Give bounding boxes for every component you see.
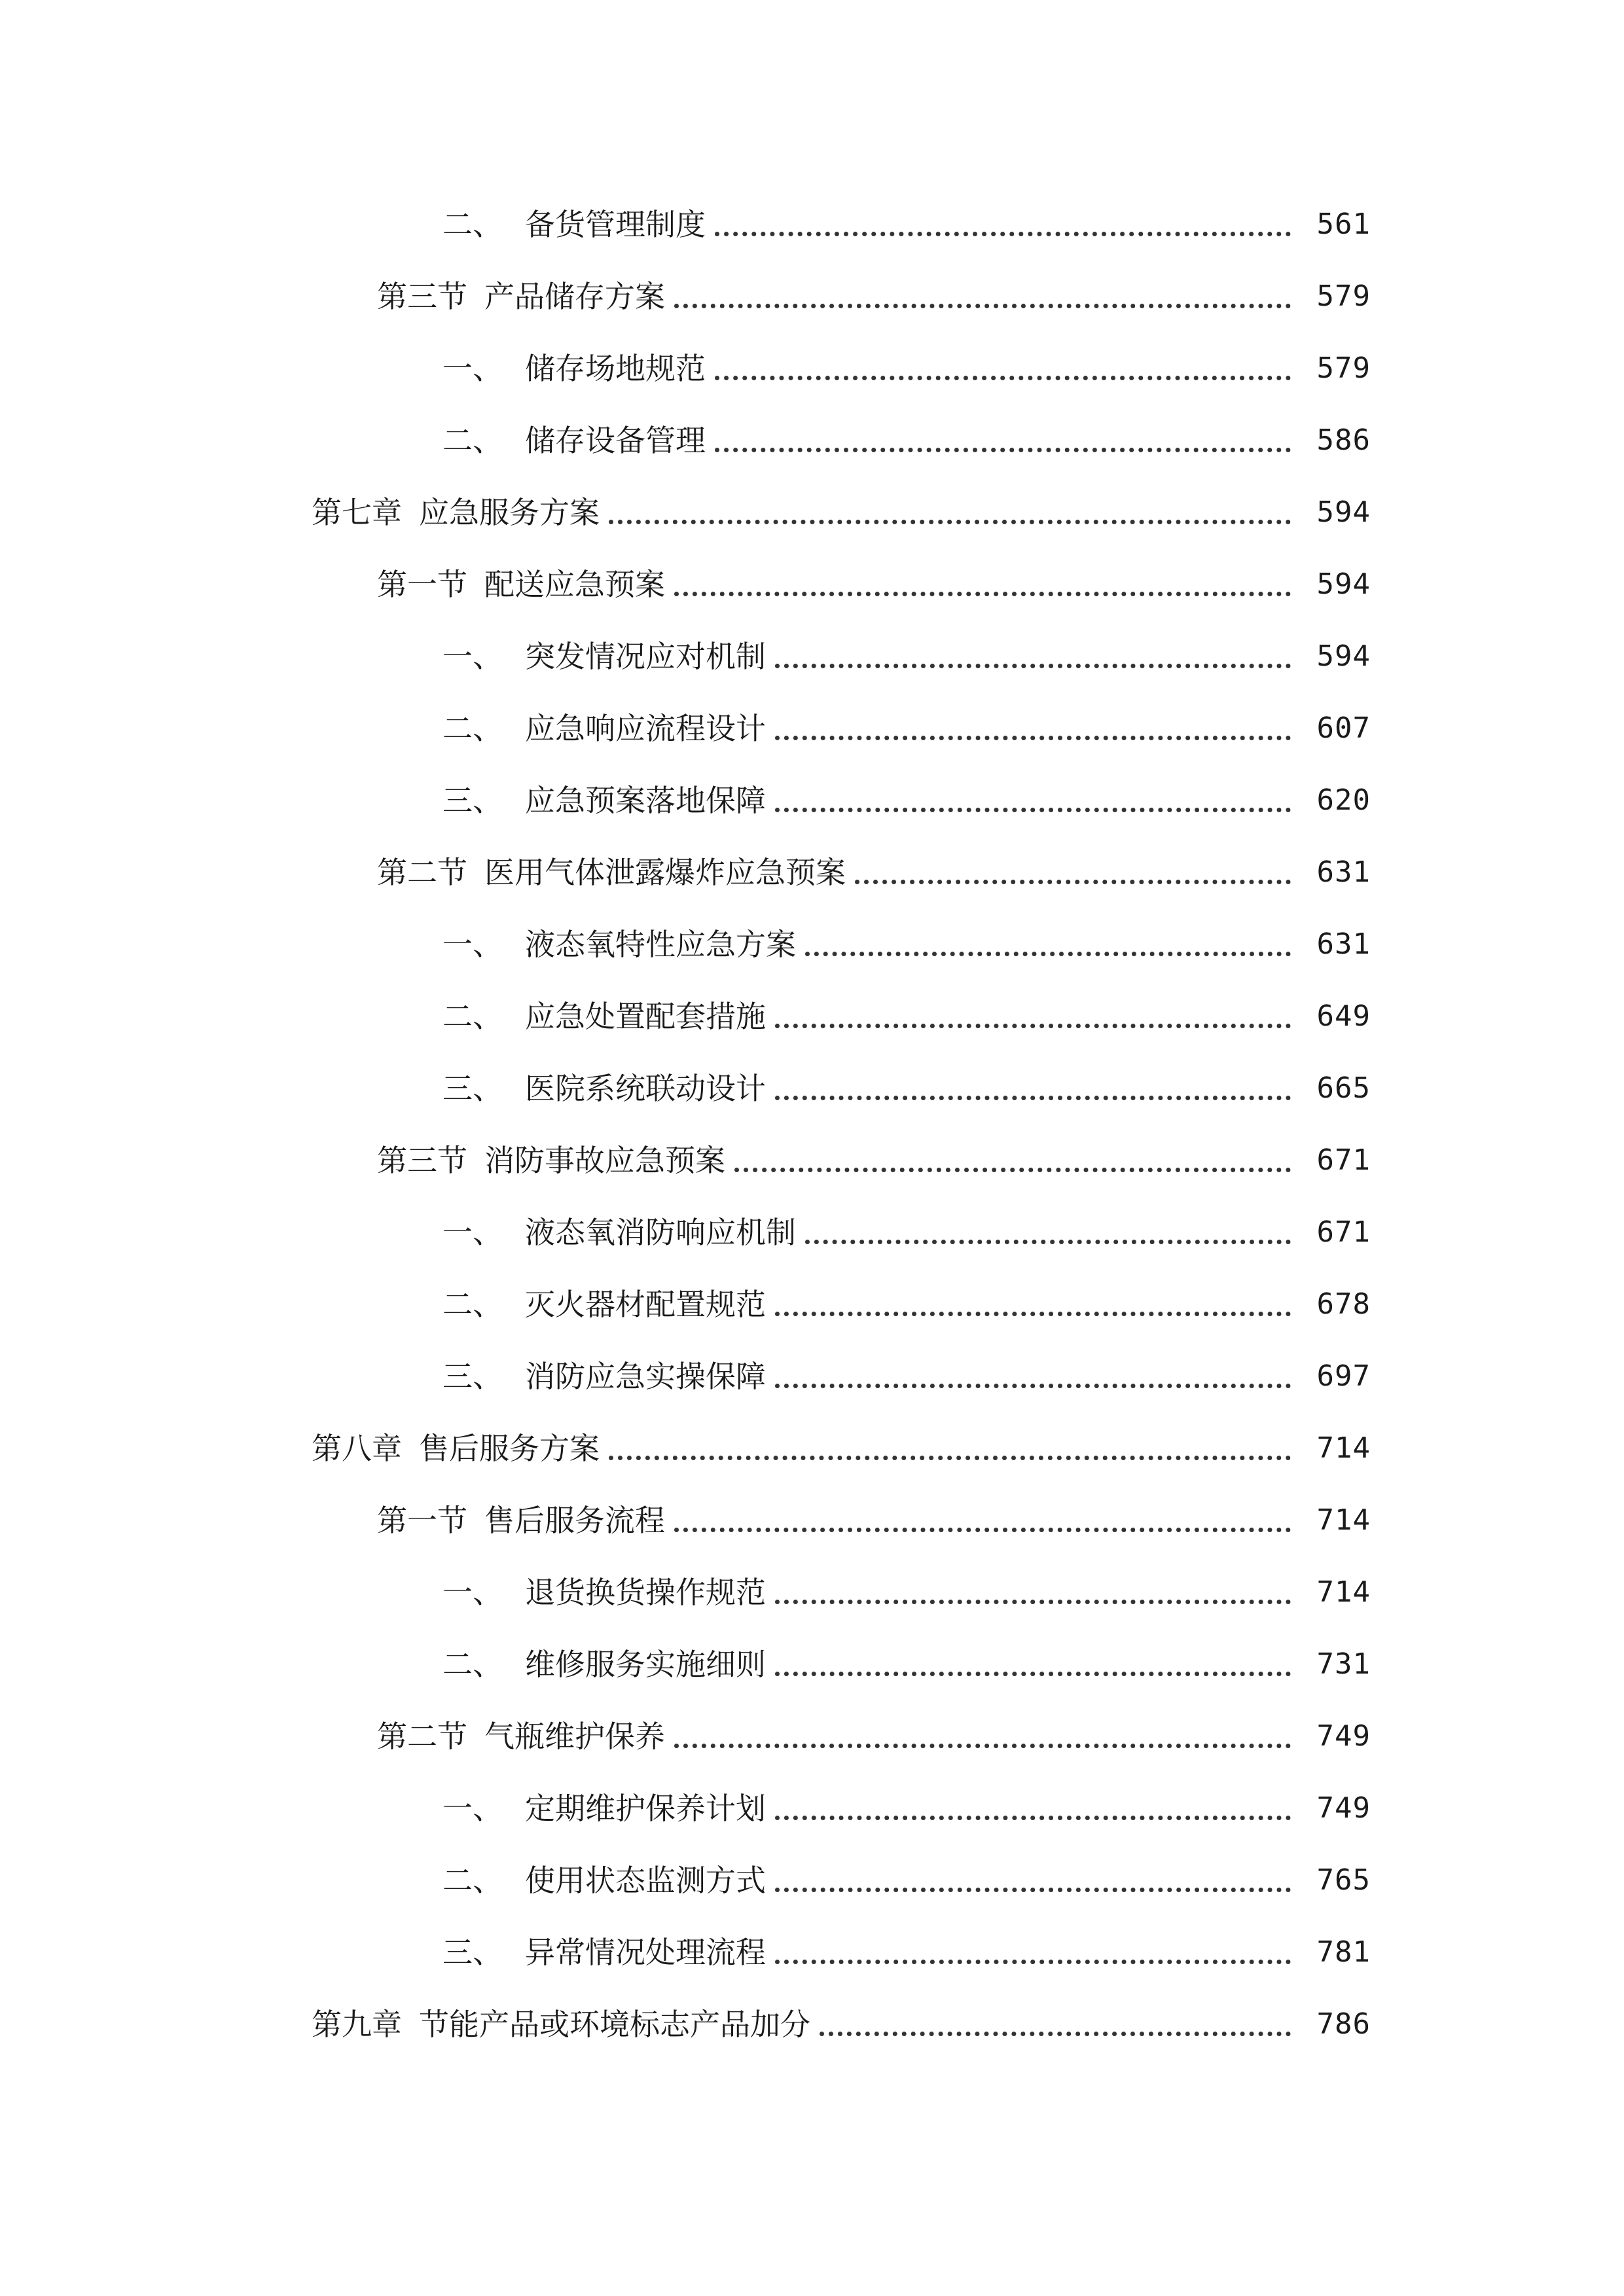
toc-entry-title: 配送应急预案 (484, 567, 665, 602)
toc-entry-title: 节能产品或环境标志产品加分 (419, 2007, 810, 2042)
toc-entry[interactable] (0, 764, 1624, 836)
toc-entry[interactable] (0, 476, 1624, 548)
toc-entry[interactable] (0, 980, 1624, 1052)
toc-entry[interactable] (0, 1772, 1624, 1844)
toc-entry-heading (442, 209, 706, 240)
toc-entry-title: 维修服务实施细则 (525, 1647, 766, 1682)
toc-entry-title: 消防应急实操保障 (525, 1359, 766, 1394)
toc-entry-number: 一、 (442, 639, 503, 674)
toc-entry-heading (442, 1647, 766, 1682)
toc-entry[interactable] (0, 1844, 1624, 1916)
toc-entry[interactable] (0, 1988, 1624, 2060)
toc-entry-page-number: 620 (1316, 783, 1371, 817)
toc-entry[interactable] (0, 1340, 1624, 1412)
toc-entry-heading (442, 641, 766, 672)
toc-entry-heading (442, 1791, 766, 1826)
toc-entry-page-number: 579 (1316, 351, 1371, 385)
toc-entry-number: 一、 (442, 351, 503, 386)
toc-entry-number: 第八章 (312, 1431, 402, 1466)
dot-leader (775, 1960, 1291, 1964)
toc-entry-page-number: 731 (1316, 1647, 1371, 1681)
toc-entry-number: 二、 (442, 1647, 503, 1682)
toc-entry-title: 液态氧消防响应机制 (525, 1215, 796, 1250)
toc-entry-number: 第三节 (377, 1143, 467, 1178)
toc-entry-page-number: 714 (1316, 1431, 1371, 1465)
toc-entry-title: 液态氧特性应急方案 (525, 927, 796, 962)
toc-entry-page-number: 594 (1316, 639, 1371, 673)
toc-entry-heading (442, 1863, 766, 1898)
toc-entry-page-number: 714 (1316, 1575, 1371, 1609)
toc-entry-page-number: 607 (1316, 711, 1371, 745)
toc-entry-number: 一、 (442, 927, 503, 962)
toc-entry-title: 售后服务流程 (484, 1503, 665, 1538)
dot-leader (674, 1744, 1291, 1748)
toc-entry[interactable] (0, 332, 1624, 404)
toc-entry-number: 三、 (442, 1359, 503, 1394)
toc-entry-page-number: 678 (1316, 1287, 1371, 1321)
toc-entry[interactable] (0, 1916, 1624, 1988)
toc-entry[interactable] (0, 1628, 1624, 1700)
dot-leader (775, 1888, 1291, 1892)
toc-entry-number: 三、 (442, 783, 503, 818)
toc-entry-page-number: 594 (1316, 495, 1371, 529)
toc-entry-title: 医院系统联动设计 (525, 1071, 766, 1106)
toc-entry[interactable] (0, 836, 1624, 908)
toc-entry[interactable] (0, 188, 1624, 260)
toc-entry-number: 一、 (442, 1215, 503, 1250)
toc-entry-heading (377, 1719, 665, 1754)
toc-entry-number: 二、 (442, 207, 503, 242)
toc-entry-title: 使用状态监测方式 (525, 1863, 766, 1898)
toc-entry[interactable] (0, 692, 1624, 764)
toc-entry-page-number: 665 (1316, 1071, 1371, 1105)
toc-entry[interactable] (0, 1124, 1624, 1196)
dot-leader (715, 232, 1291, 236)
toc-entry-title: 备货管理制度 (525, 207, 706, 242)
toc-entry-page-number: 749 (1316, 1719, 1371, 1753)
toc-entry-number: 第二节 (377, 855, 467, 890)
toc-entry-title: 灭火器材配置规范 (525, 1287, 766, 1322)
toc-entry-number: 三、 (442, 1935, 503, 1970)
toc-entry-page-number: 649 (1316, 999, 1371, 1033)
dot-leader (609, 520, 1291, 524)
toc-entry[interactable] (0, 620, 1624, 692)
dot-leader (609, 1456, 1291, 1460)
toc-entry-title: 应急服务方案 (419, 495, 600, 530)
dot-leader (775, 1672, 1291, 1676)
toc-entry-number: 第一节 (377, 567, 467, 602)
toc-entry-number: 第三节 (377, 279, 467, 314)
toc-entry-page-number: 579 (1316, 279, 1371, 313)
toc-entry-page-number: 631 (1316, 855, 1371, 889)
toc-entry-heading (312, 497, 600, 528)
dot-leader (855, 880, 1291, 884)
toc-entry-number: 第一节 (377, 1503, 467, 1538)
toc-entry[interactable] (0, 404, 1624, 476)
toc-entry-number: 三、 (442, 1071, 503, 1106)
dot-leader (674, 304, 1291, 308)
toc-entry-title: 应急预案落地保障 (525, 783, 766, 818)
toc-entry[interactable] (0, 1484, 1624, 1556)
toc-entry-heading (442, 929, 796, 960)
toc-entry-heading (442, 1287, 766, 1322)
toc-entry-heading (442, 713, 766, 744)
toc-entry-page-number: 697 (1316, 1359, 1371, 1393)
toc-entry-title: 储存设备管理 (525, 423, 706, 458)
toc-entry-heading (442, 1935, 766, 1970)
toc-entry-title: 应急响应流程设计 (525, 711, 766, 746)
toc-entry-title: 退货换货操作规范 (525, 1575, 766, 1610)
toc-entry-title: 异常情况处理流程 (525, 1935, 766, 1970)
dot-leader (674, 1528, 1291, 1532)
dot-leader (775, 736, 1291, 740)
toc-entry-heading (312, 2007, 810, 2042)
dot-leader (674, 592, 1291, 596)
toc-entry-title: 售后服务方案 (419, 1431, 600, 1466)
toc-entry-heading (442, 1359, 766, 1394)
dot-leader (775, 1024, 1291, 1028)
toc-entry[interactable] (0, 1196, 1624, 1268)
toc-entry-page-number: 714 (1316, 1503, 1371, 1537)
toc-entry[interactable] (0, 1268, 1624, 1340)
toc-entry-page-number: 631 (1316, 927, 1371, 961)
table-of-contents (0, 188, 1624, 2060)
toc-entry-title: 定期维护保养计划 (525, 1791, 766, 1826)
toc-entry-page-number: 586 (1316, 423, 1371, 457)
toc-entry-title: 消防事故应急预案 (484, 1143, 725, 1178)
toc-entry-number: 第七章 (312, 495, 402, 530)
toc-entry-page-number: 765 (1316, 1863, 1371, 1897)
dot-leader (775, 1096, 1291, 1100)
toc-entry-title: 医用气体泄露爆炸应急预案 (484, 855, 846, 890)
toc-entry-page-number: 594 (1316, 567, 1371, 601)
toc-entry-page-number: 749 (1316, 1791, 1371, 1825)
toc-entry[interactable] (0, 1052, 1624, 1124)
toc-entry-page-number: 671 (1316, 1143, 1371, 1177)
toc-entry-page-number: 671 (1316, 1215, 1371, 1249)
toc-entry-number: 一、 (442, 1575, 503, 1610)
toc-entry-heading (377, 281, 665, 312)
toc-entry[interactable] (0, 1412, 1624, 1484)
toc-entry-heading (442, 425, 706, 456)
toc-entry-number: 二、 (442, 423, 503, 458)
toc-entry[interactable] (0, 1556, 1624, 1628)
dot-leader (805, 952, 1291, 956)
toc-entry-heading (442, 1575, 766, 1610)
toc-entry-heading (377, 569, 665, 600)
dot-leader (775, 1600, 1291, 1604)
toc-entry-title: 气瓶维护保养 (484, 1719, 665, 1754)
toc-entry-page-number: 786 (1316, 2007, 1371, 2041)
toc-entry-page-number: 561 (1316, 207, 1371, 241)
dot-leader (775, 1384, 1291, 1388)
toc-entry-heading (442, 353, 706, 384)
toc-entry-heading (377, 857, 846, 888)
toc-entry-heading (377, 1503, 665, 1538)
toc-entry-number: 二、 (442, 711, 503, 746)
toc-entry-title: 应急处置配套措施 (525, 999, 766, 1034)
toc-entry-heading (442, 1215, 796, 1250)
dot-leader (775, 808, 1291, 812)
toc-entry-heading (442, 1071, 766, 1106)
dot-leader (820, 2032, 1291, 2036)
toc-entry-heading (442, 999, 766, 1034)
dot-leader (775, 1816, 1291, 1820)
toc-entry-heading (442, 785, 766, 816)
toc-entry-number: 二、 (442, 1287, 503, 1322)
dot-leader (715, 448, 1291, 452)
toc-entry-number: 二、 (442, 1863, 503, 1898)
toc-entry[interactable] (0, 1700, 1624, 1772)
toc-entry-heading (312, 1431, 600, 1466)
toc-entry[interactable] (0, 908, 1624, 980)
toc-entry-title: 储存场地规范 (525, 351, 706, 386)
toc-entry-number: 一、 (442, 1791, 503, 1826)
toc-entry-title: 产品储存方案 (484, 279, 665, 314)
dot-leader (715, 376, 1291, 380)
toc-entry[interactable] (0, 260, 1624, 332)
toc-entry[interactable] (0, 548, 1624, 620)
dot-leader (805, 1240, 1291, 1244)
toc-entry-title: 突发情况应对机制 (525, 639, 766, 674)
dot-leader (734, 1168, 1291, 1172)
toc-entry-page-number: 781 (1316, 1935, 1371, 1969)
dot-leader (775, 1312, 1291, 1316)
toc-entry-number: 第九章 (312, 2007, 402, 2042)
dot-leader (775, 664, 1291, 668)
toc-entry-number: 第二节 (377, 1719, 467, 1754)
toc-entry-heading (377, 1143, 725, 1178)
toc-entry-number: 二、 (442, 999, 503, 1034)
